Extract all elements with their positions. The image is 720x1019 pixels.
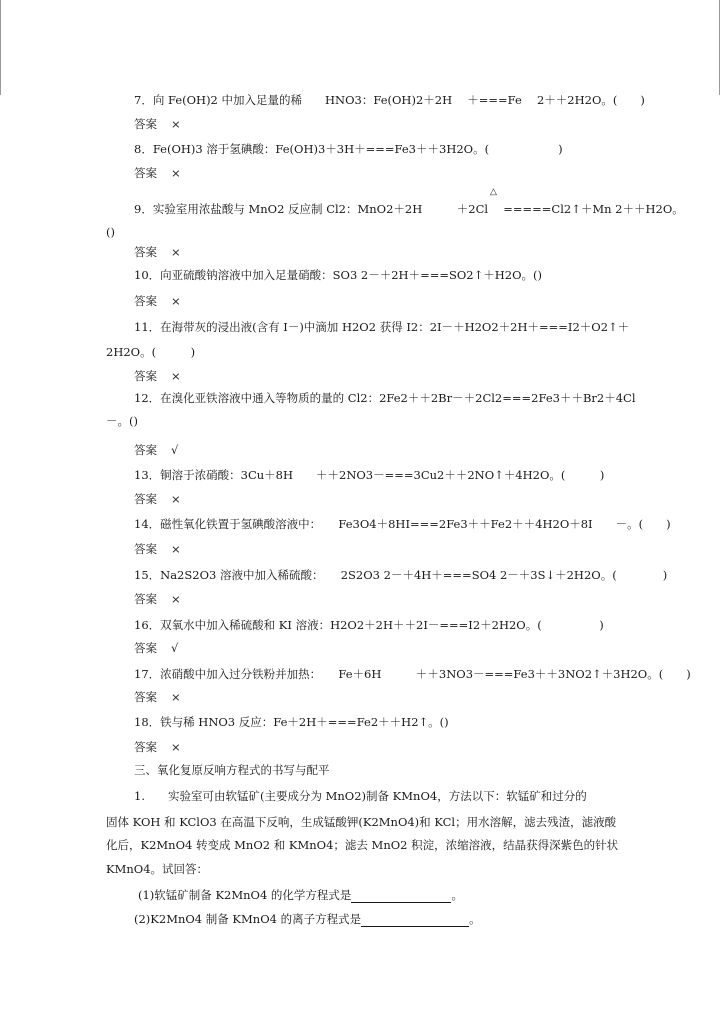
answer-label: 答案 <box>134 542 157 556</box>
heating-triangle: △ <box>490 186 497 196</box>
answer-mark: √ <box>171 443 179 457</box>
answer-mark: × <box>171 592 181 606</box>
answer-13 <box>134 491 181 507</box>
sub-question-1-text: (1)软锰矿制备 K2MnO4 的化学方程式是 <box>138 888 352 902</box>
answer-mark: × <box>171 740 181 754</box>
answer-mark: × <box>171 117 181 131</box>
question-13: 13．铜溶于浓硝酸：3Cu＋8H ＋＋2NO3－===3Cu2＋＋2NO↑＋4H2O。( ) <box>134 468 605 482</box>
answer-14 <box>134 541 181 557</box>
sub-question-2-text: (2)K2MnO4 制备 KMnO4 的离子方程式是 <box>134 912 362 926</box>
answer-mark: × <box>171 294 181 308</box>
question-14: 14．磁性氧化铁置于氢碘酸溶液中： Fe3O4＋8HI===2Fe3＋＋Fe2＋＋4H2O＋8I －。( ) <box>134 517 671 531</box>
answer-mark: × <box>171 245 181 259</box>
answer-label: 答案 <box>134 592 157 606</box>
answer-label: 答案 <box>134 641 157 655</box>
question-9-continuation: () <box>106 225 115 239</box>
answer-17 <box>134 689 181 705</box>
answer-mark: × <box>171 542 181 556</box>
sub-question-1-end: 。 <box>451 888 463 902</box>
question-7: 7．向 Fe(OH)2 中加入足量的稀 HNO3：Fe(OH)2＋2H ＋===Fe 2＋＋2H2O。( ) <box>134 93 645 107</box>
page-frame-left <box>0 0 1 95</box>
answer-label: 答案 <box>134 294 157 308</box>
question-11-continuation: 2H2O。( ) <box>106 345 196 359</box>
problem-1-line-4: KMnO4。试回答： <box>106 862 209 876</box>
problem-1-line-3: 化后，K2MnO4 转变成 MnO2 和 KMnO4；滤去 MnO2 积淀，浓缩溶液，结晶获得深紫色的针状 <box>106 838 619 852</box>
answer-mark: × <box>171 690 181 704</box>
question-8: 8．Fe(OH)3 溶于氢碘酸：Fe(OH)3＋3H＋===Fe3＋＋3H2O。( ) <box>134 142 563 156</box>
sub-question-2 <box>134 912 481 927</box>
answer-11 <box>134 368 181 384</box>
question-11: 11．在海带灰的浸出液(含有 I－)中滴加 H2O2 获得 I2：2I－＋H2O2＋2H＋===I2＋O2↑＋ <box>134 320 630 334</box>
problem-1-line-2: 固体 KOH 和 KClO3 在高温下反响，生成锰酸钾(K2MnO4)和 KCl；用水溶解，滤去残渣，滤液酸 <box>106 815 617 829</box>
question-12: 12．在溴化亚铁溶液中通入等物质的量的 Cl2：2Fe2＋＋2Br－＋2Cl2===2Fe3＋＋Br2＋4Cl <box>134 391 636 405</box>
answer-7 <box>134 116 181 132</box>
sub-question-2-end: 。 <box>469 912 481 926</box>
section-heading: 三、氧化复原反响方程式的书写与配平 <box>134 763 330 777</box>
answer-mark: √ <box>171 641 179 655</box>
answer-mark: × <box>171 492 181 506</box>
question-16: 16．双氧水中加入稀硫酸和 KI 溶液：H2O2＋2H＋＋2I－===I2＋2H2O。( ) <box>134 618 604 632</box>
sub-question-1 <box>138 888 463 903</box>
answer-16 <box>134 640 178 656</box>
answer-mark: × <box>171 166 181 180</box>
answer-label: 答案 <box>134 690 157 704</box>
question-10: 10．向亚硫酸钠溶液中加入足量硝酸：SO3 2－＋2H＋===SO2↑＋H2O。() <box>134 268 542 282</box>
answer-12 <box>134 442 178 458</box>
answer-label: 答案 <box>134 117 157 131</box>
answer-15 <box>134 591 181 607</box>
answer-label: 答案 <box>134 443 157 457</box>
question-9: 9．实验室用浓盐酸与 MnO2 反应制 Cl2：MnO2＋2H ＋2Cl =====Cl2↑＋Mn 2＋＋H2O。 <box>134 202 684 216</box>
answer-blank-1[interactable] <box>351 888 451 903</box>
answer-18 <box>134 739 181 755</box>
answer-label: 答案 <box>134 369 157 383</box>
answer-label: 答案 <box>134 492 157 506</box>
answer-blank-2[interactable] <box>361 912 469 927</box>
problem-1-line-1: 1. 实验室可由软锰矿(主要成分为 MnO2)制备 KMnO4，方法以下：软锰矿和过分的 <box>134 789 587 803</box>
question-17: 17．浓硝酸中加入过分铁粉并加热： Fe＋6H ＋＋3NO3－===Fe3＋＋3NO2↑＋3H2O。( ) <box>134 667 691 681</box>
question-18: 18．铁与稀 HNO3 反应：Fe＋2H＋===Fe2＋＋H2↑。() <box>134 715 449 729</box>
question-12-continuation: －。() <box>106 414 138 428</box>
answer-9 <box>134 244 181 260</box>
answer-mark: × <box>171 369 181 383</box>
question-15: 15．Na2S2O3 溶液中加入稀硫酸： 2S2O3 2－＋4H＋===SO4 2－＋3S↓＋2H2O。( ) <box>134 568 668 582</box>
answer-label: 答案 <box>134 166 157 180</box>
answer-10 <box>134 293 181 309</box>
answer-label: 答案 <box>134 740 157 754</box>
answer-label: 答案 <box>134 245 157 259</box>
answer-8 <box>134 165 181 181</box>
